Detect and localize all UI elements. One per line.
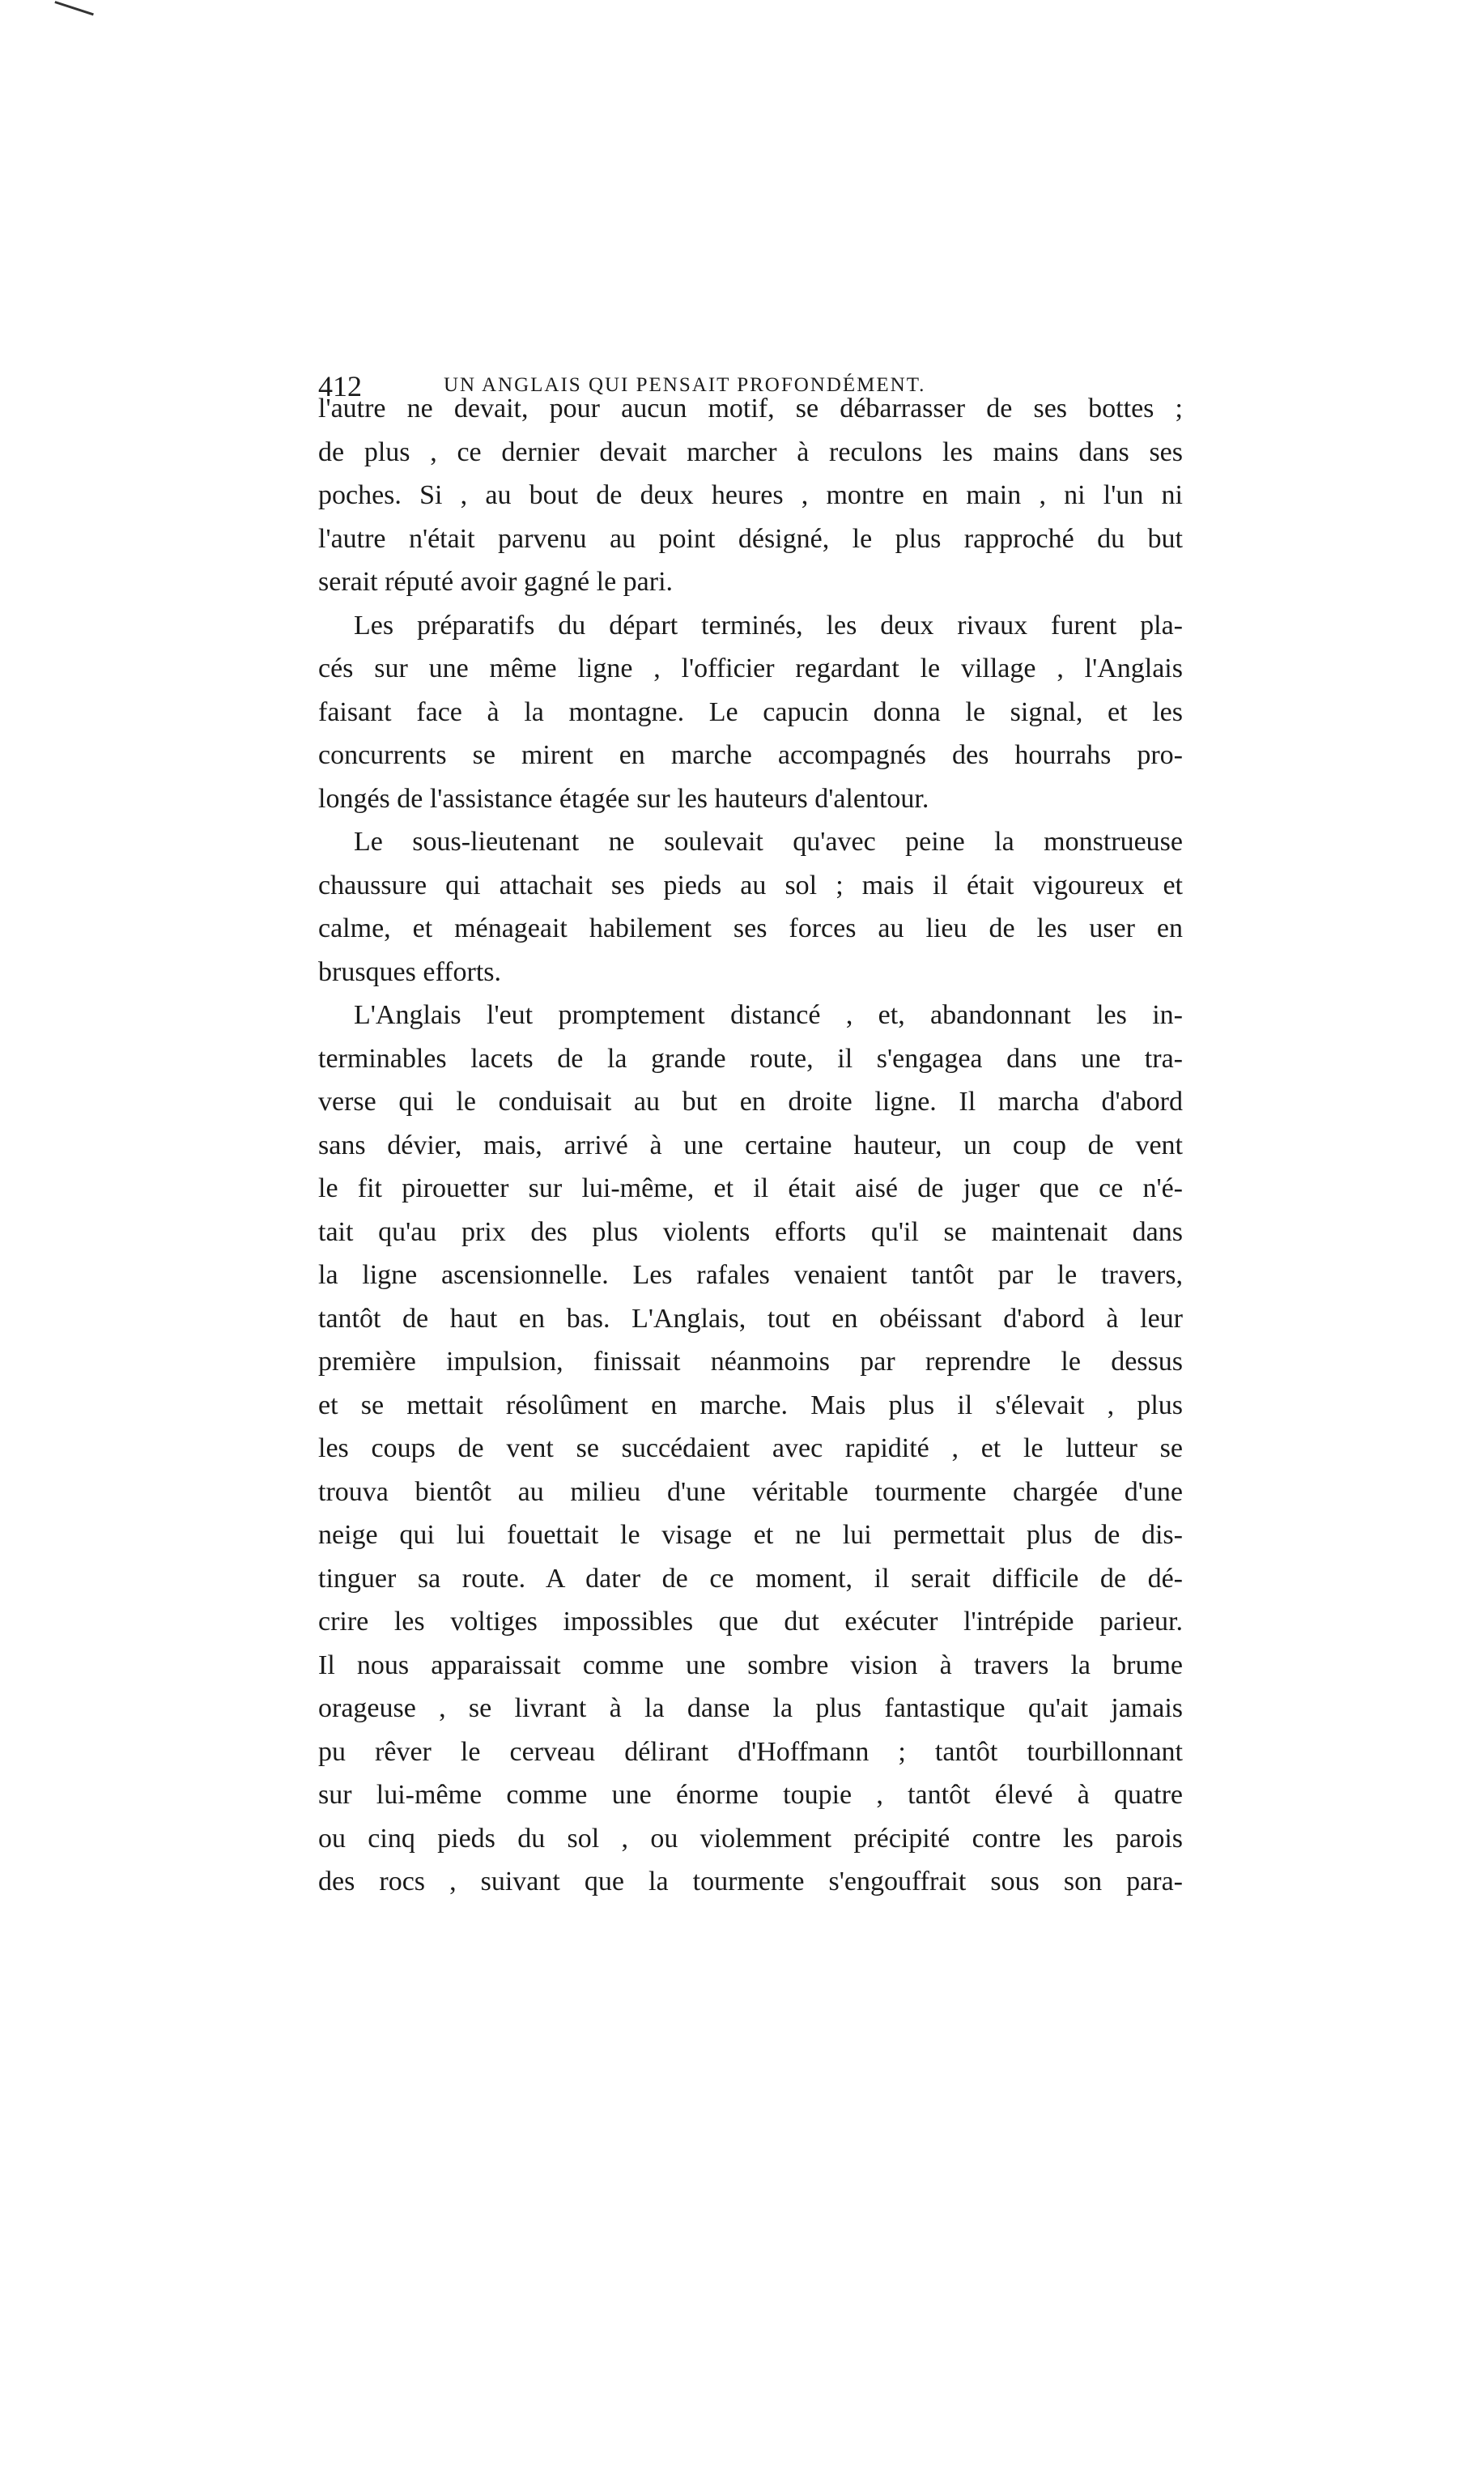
text-line: calme, et ménageait habilement ses forces au lieu de les user en bbox=[318, 913, 1183, 943]
text-line: faisant face à la montagne. Le capucin donna le signal, et les bbox=[318, 696, 1183, 727]
text-line: verse qui le conduisait au but en droite ligne. Il marcha d'abord bbox=[318, 1087, 1183, 1117]
text-line: tinguer sa route. A dater de ce moment, il serait difficile de dé- bbox=[318, 1563, 1183, 1594]
text-line: crire les voltiges impossibles que dut exécuter l'intrépide parieur. bbox=[318, 1607, 1183, 1637]
text-line: concurrents se mirent en marche accompagnés des hourrahs pro- bbox=[318, 740, 1183, 770]
text-line: longés de l'assistance étagée sur les hauteurs d'alentour. bbox=[318, 783, 929, 814]
text-line: terminables lacets de la grande route, il s'engagea dans une tra- bbox=[318, 1043, 1183, 1074]
text-line: de plus , ce dernier devait marcher à reculons les mains dans ses bbox=[318, 436, 1183, 467]
text-line: trouva bientôt au milieu d'une véritable tourmente chargée d'une bbox=[318, 1476, 1183, 1507]
scan-mark bbox=[47, 1, 94, 39]
text-line: pu rêver le cerveau délirant d'Hoffmann ; tantôt tourbillonnant bbox=[318, 1736, 1183, 1767]
text-line: tait qu'au prix des plus violents efforts qu'il se maintenait dans bbox=[318, 1216, 1183, 1247]
text-line: l'autre ne devait, pour aucun motif, se débarrasser de ses bottes ; bbox=[318, 394, 1183, 424]
text-line: poches. Si , au bout de deux heures , montre en main , ni l'un ni bbox=[318, 480, 1183, 510]
text-line: orageuse , se livrant à la danse la plus fantastique qu'ait jamais bbox=[318, 1693, 1183, 1723]
running-title: UN ANGLAIS QUI PENSAIT PROFONDÉMENT. bbox=[444, 374, 926, 396]
text-line: Les préparatifs du départ terminés, les deux rivaux furent pla- bbox=[354, 610, 1183, 641]
text-line: tantôt de haut en bas. L'Anglais, tout en obéissant d'abord à leur bbox=[318, 1303, 1183, 1334]
text-line: sans dévier, mais, arrivé à une certaine hauteur, un coup de vent bbox=[318, 1130, 1183, 1160]
text-line: ou cinq pieds du sol , ou violemment précipité contre les parois bbox=[318, 1823, 1183, 1854]
text-line: première impulsion, finissait néanmoins par reprendre le dessus bbox=[318, 1347, 1183, 1377]
text-line: Le sous-lieutenant ne soulevait qu'avec peine la monstrueuse bbox=[354, 827, 1183, 857]
text-line: chaussure qui attachait ses pieds au sol ; mais il était vigoureux et bbox=[318, 870, 1183, 900]
text-line: les coups de vent se succédaient avec rapidité , et le lutteur se bbox=[318, 1433, 1183, 1463]
text-line: L'Anglais l'eut promptement distancé , et, abandonnant les in- bbox=[354, 1000, 1183, 1030]
text-line: sur lui-même comme une énorme toupie , tantôt élevé à quatre bbox=[318, 1780, 1183, 1810]
text-line: brusques efforts. bbox=[318, 956, 501, 987]
text-line: le fit pirouetter sur lui-même, et il était aisé de juger que ce n'é- bbox=[318, 1173, 1183, 1203]
page-number: 412 bbox=[318, 370, 362, 402]
body-text bbox=[318, 387, 1183, 1904]
text-line: des rocs , suivant que la tourmente s'engouffrait sous son para- bbox=[318, 1867, 1183, 1896]
text-line: la ligne ascensionnelle. Les rafales venaient tantôt par le travers, bbox=[318, 1260, 1183, 1290]
text-line: et se mettait résolûment en marche. Mais plus il s'élevait , plus bbox=[318, 1390, 1183, 1420]
text-line: Il nous apparaissait comme une sombre vision à travers la brume bbox=[318, 1650, 1183, 1680]
text-line: l'autre n'était parvenu au point désigné, le plus rapproché du but bbox=[318, 523, 1183, 554]
text-line: serait réputé avoir gagné le pari. bbox=[318, 567, 674, 597]
text-line: cés sur une même ligne , l'officier regardant le village , l'Anglais bbox=[318, 653, 1183, 683]
text-line: neige qui lui fouettait le visage et ne lui permettait plus de dis- bbox=[318, 1520, 1183, 1550]
